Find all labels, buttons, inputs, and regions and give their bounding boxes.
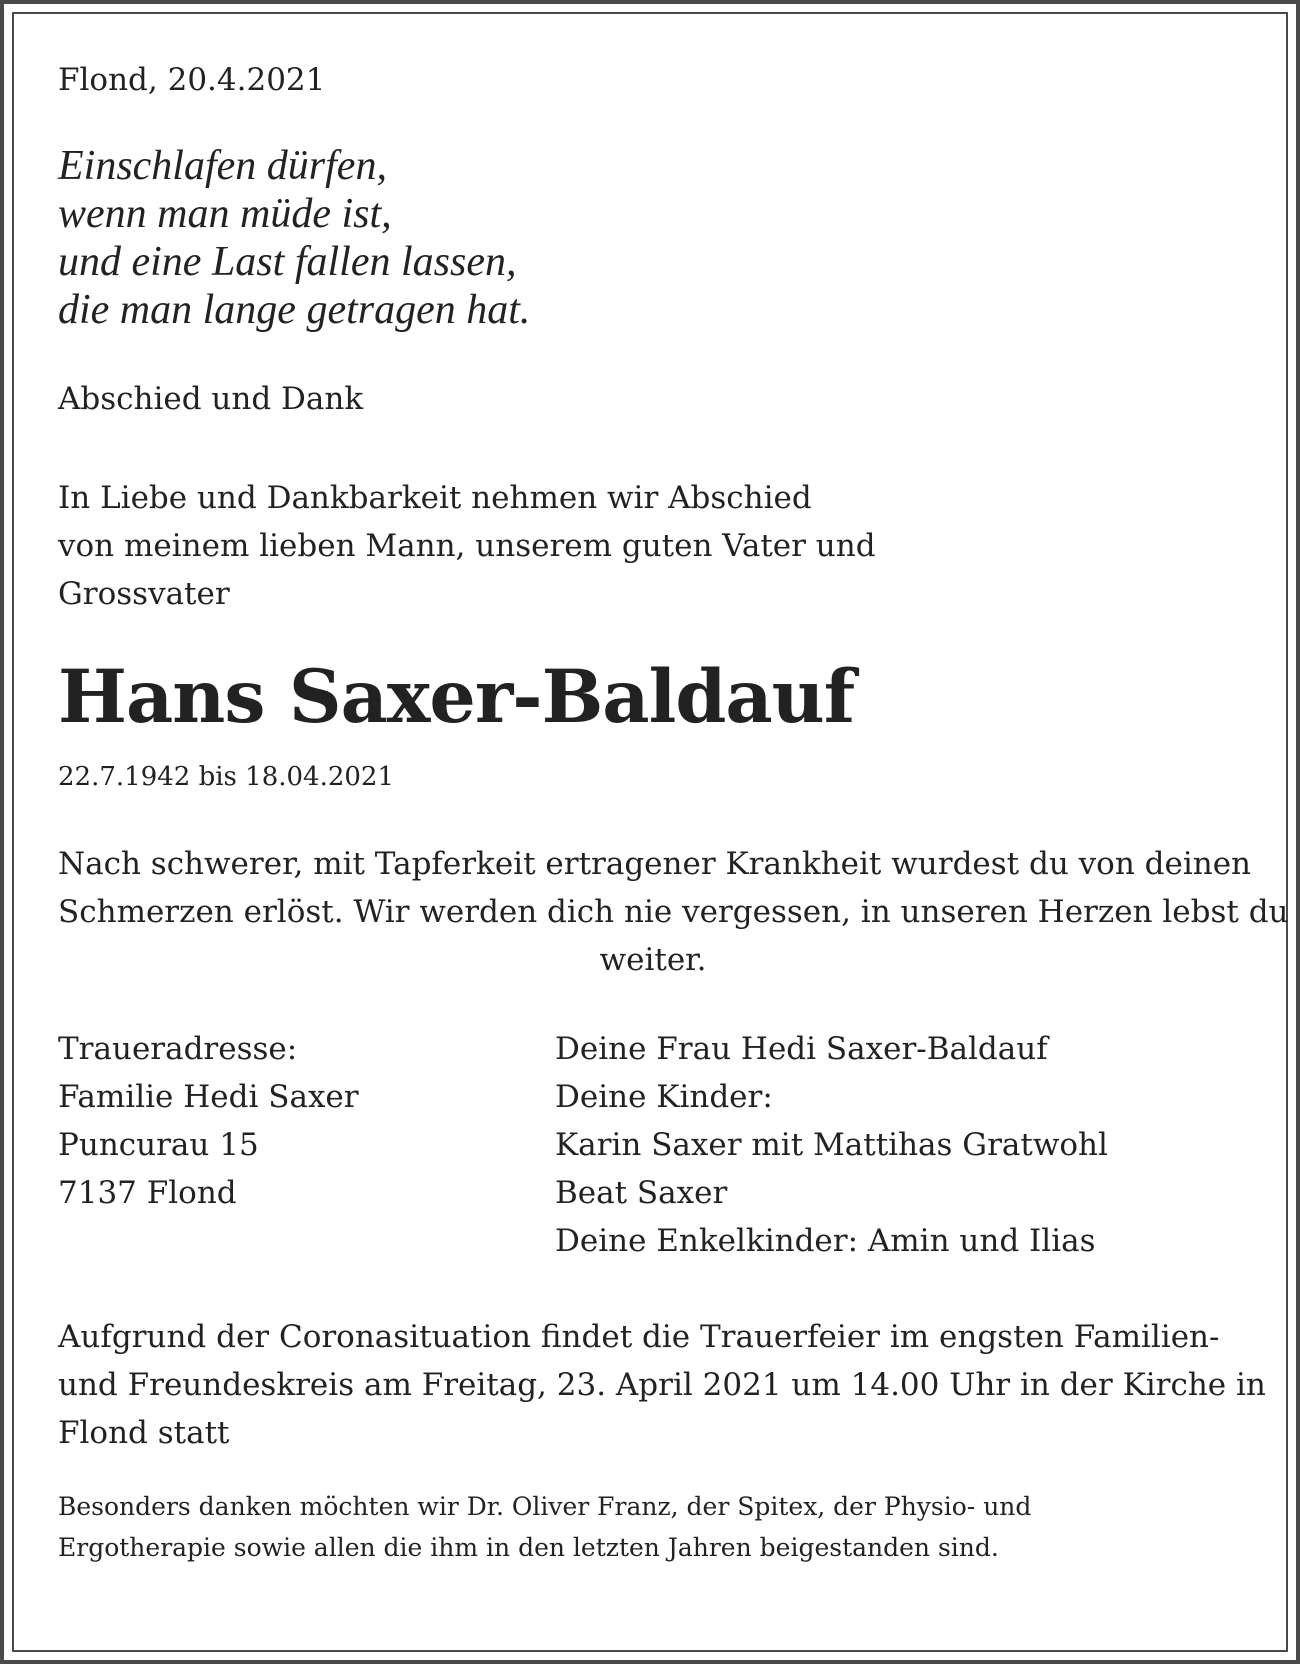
lifespan: 22.7.1942 bis 18.04.2021 xyxy=(58,762,395,792)
mourning-address xyxy=(58,1025,359,1217)
message-line: Schmerzen erlöst. Wir werden dich nie vergessen, in unseren Herzen lebst du xyxy=(58,894,1289,930)
family-line: Deine Frau Hedi Saxer-Baldauf xyxy=(555,1031,1048,1067)
intro-line: von meinem lieben Mann, unserem guten Vater und xyxy=(58,528,876,564)
address-line: Puncurau 15 xyxy=(58,1127,259,1163)
poem-line: und eine Last fallen lassen, xyxy=(58,239,517,285)
address-line: Familie Hedi Saxer xyxy=(58,1079,359,1115)
message-line: Nach schwerer, mit Tapferkeit ertragener Krankheit wurdest du von deinen xyxy=(58,846,1252,882)
family-line: Beat Saxer xyxy=(555,1175,728,1211)
family-line: Deine Enkelkinder: Amin und Ilias xyxy=(555,1223,1096,1259)
family-line: Karin Saxer mit Mattihas Gratwohl xyxy=(555,1127,1108,1163)
deceased-name: Hans Saxer-Baldauf xyxy=(58,654,855,740)
farewell-message xyxy=(58,840,1289,984)
service-notice xyxy=(58,1313,1266,1457)
family-line: Deine Kinder: xyxy=(555,1079,773,1115)
address-line: 7137 Flond xyxy=(58,1175,237,1211)
intro-text xyxy=(58,474,876,618)
service-line: und Freundeskreis am Freitag, 23. April 2021 um 14.00 Uhr in der Kirche in xyxy=(58,1367,1266,1403)
dateline: Flond, 20.4.2021 xyxy=(58,62,326,98)
service-line: Aufgrund der Coronasituation findet die Trauerfeier im engsten Familien- xyxy=(58,1319,1220,1355)
address-line: Traueradresse: xyxy=(58,1031,298,1067)
thanks-note xyxy=(58,1486,1031,1568)
poem-line: Einschlafen dürfen, xyxy=(58,143,387,189)
poem xyxy=(58,142,530,334)
service-line: Flond statt xyxy=(58,1415,230,1451)
section-title: Abschied und Dank xyxy=(58,381,364,417)
thanks-line: Besonders danken möchten wir Dr. Oliver Franz, der Spitex, der Physio- und xyxy=(58,1492,1032,1521)
intro-line: In Liebe und Dankbarkeit nehmen wir Abschied xyxy=(58,480,812,516)
thanks-line: Ergotherapie sowie allen die ihm in den letzten Jahren beigestanden sind. xyxy=(58,1533,999,1562)
message-line: weiter. xyxy=(599,942,707,978)
family-list xyxy=(555,1025,1108,1265)
poem-line: die man lange getragen hat. xyxy=(58,287,531,333)
poem-line: wenn man müde ist, xyxy=(58,191,392,237)
intro-line: Grossvater xyxy=(58,576,230,612)
